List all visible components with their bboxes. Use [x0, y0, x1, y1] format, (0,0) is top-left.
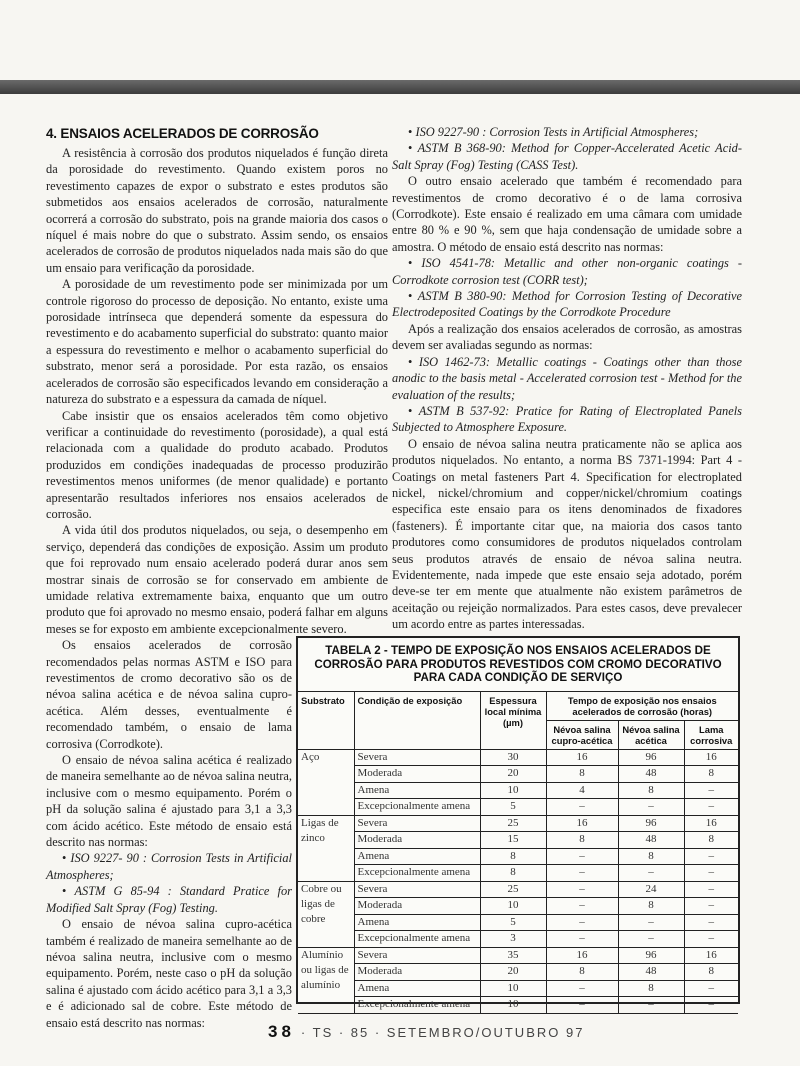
header-acetic: Névoa salina acética	[618, 720, 684, 749]
cupro-cell: 16	[546, 749, 618, 766]
thickness-cell: 10	[480, 997, 546, 1014]
condition-cell: Severa	[354, 749, 480, 766]
table-row	[298, 865, 738, 882]
acetic-cell: 48	[618, 766, 684, 783]
norm-text: ASTM B 537-92: Pratice for Rating of Electroplated Panels Subjected to Atmosphere Exposure.	[392, 403, 742, 435]
acetic-cell: 8	[618, 848, 684, 865]
exposure-time-table	[296, 636, 740, 1010]
paragraph: O ensaio de névoa salina cupro-acética também é realizado de maneira semelhante ao de névoa salina neutra, inclusive com o mesmo equipamento. Porém, neste caso o pH da solução salina é ajustado com ácido acético para 3,1 a 3,3 e é adicionado sal de cobre. Este método de ensaio está descrito nas normas:	[46, 917, 292, 1030]
acetic-cell: –	[618, 865, 684, 882]
norm-item: • ASTM G 85-94 : Standard Pratice for Modified Salt Spray (Fog) Testing.	[46, 884, 292, 915]
corrodkote-cell: 8	[684, 964, 738, 981]
acetic-cell: 96	[618, 815, 684, 832]
norm-text: ASTM G 85-94 : Standard Pratice for Modified Salt Spray (Fog) Testing.	[46, 884, 292, 915]
corrodkote-cell: 16	[684, 815, 738, 832]
condition-cell: Excepcionalmente amena	[354, 799, 480, 816]
corrodkote-cell: –	[684, 997, 738, 1014]
cupro-cell: –	[546, 914, 618, 931]
acetic-cell: 96	[618, 947, 684, 964]
acetic-cell: 48	[618, 832, 684, 849]
cupro-cell: 16	[546, 947, 618, 964]
acetic-cell: –	[618, 931, 684, 948]
thickness-cell: 8	[480, 848, 546, 865]
page-number: 38	[268, 1022, 295, 1041]
corrodkote-cell: 16	[684, 749, 738, 766]
thickness-cell: 25	[480, 815, 546, 832]
corrodkote-cell: –	[684, 931, 738, 948]
thickness-cell: 8	[480, 865, 546, 882]
table-row	[298, 782, 738, 799]
table-title: TABELA 2 - TEMPO DE EXPOSIÇÃO NOS ENSAIOS ACELERADOS DE CORROSÃO PARA PRODUTOS REVESTIDOS COM CROMO DECORATIVO PARA CADA CONDIÇÃO DE SERVIÇO	[298, 638, 738, 692]
norm-item: • ISO 4541-78: Metallic and other non-organic coatings - Corrodkote corrosion test (CORR test);	[392, 256, 742, 287]
header-condition: Condição de exposição	[354, 692, 480, 750]
issue-info: · TS · 85 · SETEMBRO/OUTUBRO 97	[300, 1025, 585, 1040]
cupro-cell: –	[546, 865, 618, 882]
cupro-cell: 8	[546, 964, 618, 981]
acetic-cell: 48	[618, 964, 684, 981]
header-exposure-time: Tempo de exposição nos ensaios acelerados de corrosão (horas)	[546, 692, 738, 721]
table-row	[298, 947, 738, 964]
condition-cell: Moderada	[354, 898, 480, 915]
cupro-cell: –	[546, 931, 618, 948]
table-row	[298, 749, 738, 766]
table-row	[298, 881, 738, 898]
acetic-cell: –	[618, 997, 684, 1014]
section-title: 4. ENSAIOS ACELERADOS DE CORROSÃO	[46, 126, 319, 141]
thickness-cell: 5	[480, 914, 546, 931]
condition-cell: Severa	[354, 815, 480, 832]
cupro-cell: 16	[546, 815, 618, 832]
corrodkote-cell: 8	[684, 832, 738, 849]
condition-cell: Severa	[354, 881, 480, 898]
cupro-cell: –	[546, 898, 618, 915]
norm-text: ASTM B 380-90: Method for Corrosion Testing of Decorative Electrodeposited Coatings by the Corrodkote Procedure	[392, 289, 743, 320]
table-row	[298, 766, 738, 783]
acetic-cell: 96	[618, 749, 684, 766]
cupro-cell: 4	[546, 782, 618, 799]
header-cupro: Névoa salina cupro-acética	[546, 720, 618, 749]
condition-cell: Moderada	[354, 832, 480, 849]
thickness-cell: 15	[480, 832, 546, 849]
cupro-cell: –	[546, 997, 618, 1014]
corrodkote-cell: –	[684, 980, 738, 997]
norm-item: • ISO 9227- 90 : Corrosion Tests in Artificial Atmospheres;	[46, 851, 292, 882]
condition-cell: Amena	[354, 848, 480, 865]
norm-item: • ASTM B 380-90: Method for Corrosion Testing of Decorative Electrodeposited Coatings by the Corrodkote Procedure	[392, 289, 743, 320]
paragraph: O outro ensaio acelerado que também é recomendado para revestimentos de cromo decorativo é o de lama corrosiva (Corrodkote). Este ensaio é realizado em uma câmara com umidade entre 80 % e 90 %, sem que haja condensação de umidade sobre a amostra. O método de ensaio está descrito nas normas:	[392, 174, 742, 254]
header-thickness: Espessura local mínima (µm)	[480, 692, 546, 750]
substrate-cell: Aço	[298, 749, 354, 815]
norm-text: ISO 4541-78: Metallic and other non-organic coatings - Corrodkote corrosion test (CORR test);	[392, 256, 742, 287]
norm-item: • ISO 9227-90 : Corrosion Tests in Artificial Atmospheres;	[408, 125, 699, 139]
condition-cell: Excepcionalmente amena	[354, 865, 480, 882]
table-row	[298, 832, 738, 849]
header-substrate: Substrato	[298, 692, 354, 750]
narrow-text-block	[46, 637, 292, 1031]
condition-cell: Amena	[354, 980, 480, 997]
thickness-cell: 10	[480, 980, 546, 997]
table-row	[298, 964, 738, 981]
cupro-cell: 8	[546, 832, 618, 849]
substrate-cell: Alumínio ou ligas de alumínio	[298, 947, 354, 1013]
acetic-cell: 8	[618, 782, 684, 799]
corrodkote-cell: –	[684, 799, 738, 816]
thickness-cell: 10	[480, 782, 546, 799]
condition-cell: Moderada	[354, 766, 480, 783]
paragraph: A resistência à corrosão dos produtos niquelados é função direta da porosidade do revestimento. Quando existem poros no revestimento capazes de expor o substrato e estes produtos são submetidos aos ensaios acelerados de corrosão, naturalmente ocorrerá a corrosão do substrato, pois na grande maioria dos casos o níquel é mais nobre do que o substrato. Assim sendo, os ensaios acelerados de corrosão de produtos niquelados nada mais são do que um ensaio para verificação da porosidade.	[46, 146, 388, 275]
thickness-cell: 20	[480, 964, 546, 981]
norm-text: ISO 9227-90 : Corrosion Tests in Artificial Atmospheres;	[415, 125, 699, 139]
acetic-cell: 8	[618, 898, 684, 915]
condition-cell: Severa	[354, 947, 480, 964]
substrate-cell: Ligas de zinco	[298, 815, 354, 881]
condition-cell: Amena	[354, 782, 480, 799]
paragraph: A porosidade de um revestimento pode ser minimizada por um controle rigoroso do processo de deposição. No entanto, existe uma porosidade intrínseca que dependerá somente da espessura do revestimento e do acabamento superficial do substrato: quanto maior a espessura do revestimento e melhor o acabamento superficial do substrato, menor será a porosidade. Por esta razão, os ensaios acelerados de corrosão são especificados levando em consideração a natureza do substrato e a espessura da camada de níquel.	[46, 277, 388, 407]
thickness-cell: 20	[480, 766, 546, 783]
acetic-cell: 8	[618, 980, 684, 997]
acetic-cell: –	[618, 799, 684, 816]
cupro-cell: –	[546, 848, 618, 865]
thickness-cell: 35	[480, 947, 546, 964]
paragraph: Após a realização dos ensaios acelerados de corrosão, as amostras devem ser avaliadas segundo as normas:	[392, 321, 742, 353]
corrodkote-cell: –	[684, 782, 738, 799]
data-table	[298, 692, 738, 1014]
corrodkote-cell: –	[684, 881, 738, 898]
corrodkote-cell: –	[684, 848, 738, 865]
table-row	[298, 848, 738, 865]
substrate-cell: Cobre ou ligas de cobre	[298, 881, 354, 947]
paragraph: A vida útil dos produtos niquelados, ou seja, o desempenho em serviço, dependerá das condições de exposição. Assim um produto que foi reprovado num ensaio acelerado poderá durar anos sem mostrar sinais de corrosão se for conservado em ambiente de umidade relativa extremamente baixa, enquanto que um outro produto que foi aprovado no mesmo ensaio, poderá falhar em alguns meses se for exposto em ambiente excepcionalmente severo.	[46, 523, 388, 636]
condition-cell: Excepcionalmente amena	[354, 997, 480, 1014]
paragraph: Os ensaios acelerados de corrosão recomendados pelas normas ASTM e ISO para revestimentos de cromo decorativo são os de névoa salina acética e de névoa salina cupro-acética. Além desses, eventualmente é recomendado também, o ensaio de lama corrosiva (Corrodkote).	[46, 638, 292, 751]
thickness-cell: 30	[480, 749, 546, 766]
thickness-cell: 3	[480, 931, 546, 948]
paragraph: O ensaio de névoa salina neutra praticamente não se aplica aos produtos niquelados. No entanto, a norma BS 7371-1994: Part 4 - Coatings on metal fasteners Part 4. Specification for electroplated nickel, nickel/chromium and copper/nickel/chromium coatings especifica este ensaio para os itens denominados de fixadores (fasteners). É importante citar que, na maioria dos casos tanto produtores como consumidores de produtos niquelados controlam seus produtos através de ensaio de névoa salina neutra. Evidentemente, nada impede que este ensaio seja adotado, porém deve-se ter em mente que atualmente não existem parâmetros de aceitação ou rejeição normalizados. Para estes casos, deve prevalecer um acordo entre as partes interessadas.	[392, 436, 742, 632]
header-corrodkote: Lama corrosiva	[684, 720, 738, 749]
corrodkote-cell: –	[684, 914, 738, 931]
paragraph: Cabe insistir que os ensaios acelerados têm como objetivo verificar a continuidade do revestimento (porosidade), a qual está relacionada com a qualidade do produto acabado. Produtos produzidos em condições inadequadas de processo produzirão revestimentos menos uniformes (de menor qualidade) e portanto apresentarão resultados inferiores nos ensaios acelerados de corrosão.	[46, 408, 388, 521]
norm-item: • ASTM B 368-90: Method for Copper-Accelerated Acetic Acid-Salt Spray (Fog) Testing (CASS Test).	[392, 141, 742, 172]
cupro-cell: 8	[546, 766, 618, 783]
corrodkote-cell: –	[684, 898, 738, 915]
page-footer	[268, 1022, 688, 1046]
thickness-cell: 25	[480, 881, 546, 898]
condition-cell: Amena	[354, 914, 480, 931]
norm-text: ASTM B 368-90: Method for Copper-Accelerated Acetic Acid-Salt Spray (Fog) Testing (CASS Test).	[392, 141, 742, 172]
thickness-cell: 10	[480, 898, 546, 915]
thickness-cell: 5	[480, 799, 546, 816]
acetic-cell: –	[618, 914, 684, 931]
cupro-cell: –	[546, 881, 618, 898]
right-column	[392, 124, 742, 633]
acetic-cell: 24	[618, 881, 684, 898]
table-row	[298, 997, 738, 1014]
table-row	[298, 799, 738, 816]
table-row	[298, 898, 738, 915]
norm-text: ISO 1462-73: Metallic coatings - Coatings other than those anodic to the basis metal - Accelerated corrosion test - Method for the evaluation of the results;	[392, 354, 743, 402]
table-row	[298, 815, 738, 832]
norm-item: • ASTM B 537-92: Pratice for Rating of Electroplated Panels Subjected to Atmosphere Exposure.	[392, 403, 742, 435]
condition-cell: Excepcionalmente amena	[354, 931, 480, 948]
table-row	[298, 980, 738, 997]
table-row	[298, 914, 738, 931]
norm-item: • ISO 1462-73: Metallic coatings - Coatings other than those anodic to the basis metal - Accelerated corrosion test - Method for the evaluation of the results;	[392, 354, 743, 402]
condition-cell: Moderada	[354, 964, 480, 981]
norm-text: ISO 9227- 90 : Corrosion Tests in Artificial Atmospheres;	[46, 851, 292, 882]
corrodkote-cell: 16	[684, 947, 738, 964]
paragraph: O ensaio de névoa salina acética é realizado de maneira semelhante ao de névoa salina neutra, inclusive com o mesmo equipamento. Porém o pH da solução salina é ajustado para 3,1 a 3,3 com ácido acético. Este método de ensaio está descrito nas normas:	[46, 753, 292, 850]
header-rule	[0, 80, 800, 94]
cupro-cell: –	[546, 980, 618, 997]
corrodkote-cell: –	[684, 865, 738, 882]
cupro-cell: –	[546, 799, 618, 816]
corrodkote-cell: 8	[684, 766, 738, 783]
table-row	[298, 931, 738, 948]
